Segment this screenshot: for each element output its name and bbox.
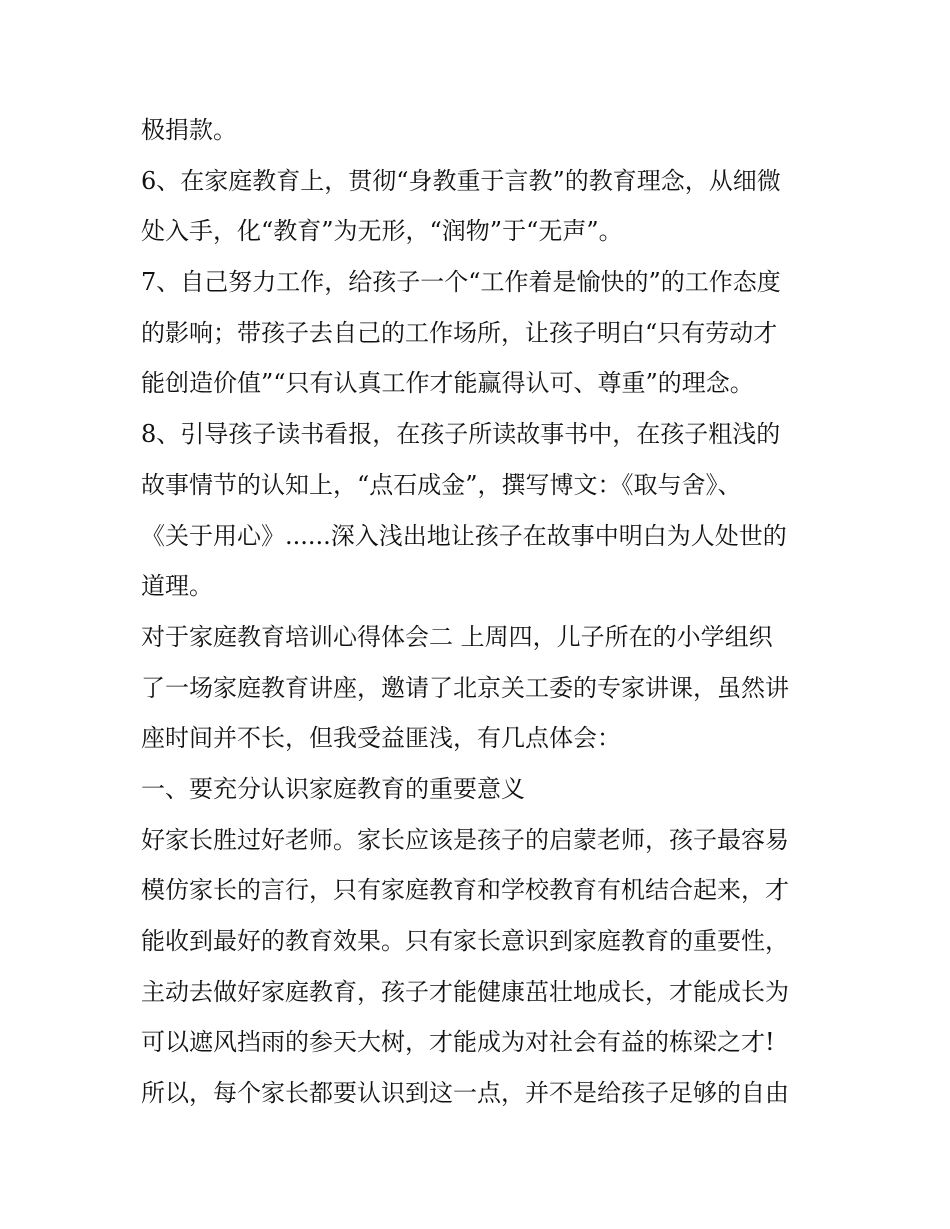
text-line: 8、引导孩子读书看报，在孩子所读故事书中，在孩子粗浅的 [141, 420, 781, 449]
text-line: 模仿家长的言行，只有家庭教育和学校教育有机结合起来，才 [141, 876, 789, 905]
text-line: 能收到最好的教育效果。只有家长意识到家庭教育的重要性， [141, 927, 789, 955]
body-text [141, 105, 821, 1119]
text-line: 的影响；带孩子去自己的工作场所，让孩子明白“只有劳动才 [141, 318, 778, 347]
section-heading: 一、要充分认识家庭教育的重要意义 [141, 774, 525, 803]
text-line: 对于家庭教育培训心得体会二 上周四，儿子所在的小学组织 [141, 622, 773, 651]
text-line: 了一场家庭教育讲座，邀请了北京关工委的专家讲课，虽然讲 [141, 673, 789, 702]
text-line: 极捐款。 [141, 116, 237, 144]
text-line: 能创造价值”“只有认真工作才能赢得认可、尊重”的理念。 [141, 369, 754, 398]
text-line: 可以遮风挡雨的参天大树，才能成为对社会有益的栋梁之才! [141, 1028, 775, 1057]
text-line: 6、在家庭教育上，贯彻“身教重于言教”的教育理念，从细微 [141, 166, 781, 195]
text-line: 《关于用心》......深入浅出地让孩子在故事中明白为人处世的 [141, 521, 787, 550]
text-line: 道理。 [141, 572, 213, 601]
text-line: 故事情节的认知上，“点石成金”，撰写博文：《取与舍》、 [141, 470, 742, 499]
text-line: 主动去做好家庭教育，孩子才能健康茁壮地成长，才能成长为 [141, 977, 789, 1006]
text-line: 处入手，化“教育”为无形，“润物”于“无声”。 [141, 217, 623, 246]
text-line: 好家长胜过好老师。家长应该是孩子的启蒙老师，孩子最容易 [141, 825, 789, 854]
text-line: 座时间并不长，但我受益匪浅，有几点体会： [141, 724, 621, 753]
text-line: 所以，每个家长都要认识到这一点，并不是给孩子足够的自由 [141, 1079, 789, 1108]
text-line: 7、自己努力工作，给孩子一个“工作着是愉快的”的工作态度 [141, 268, 781, 297]
